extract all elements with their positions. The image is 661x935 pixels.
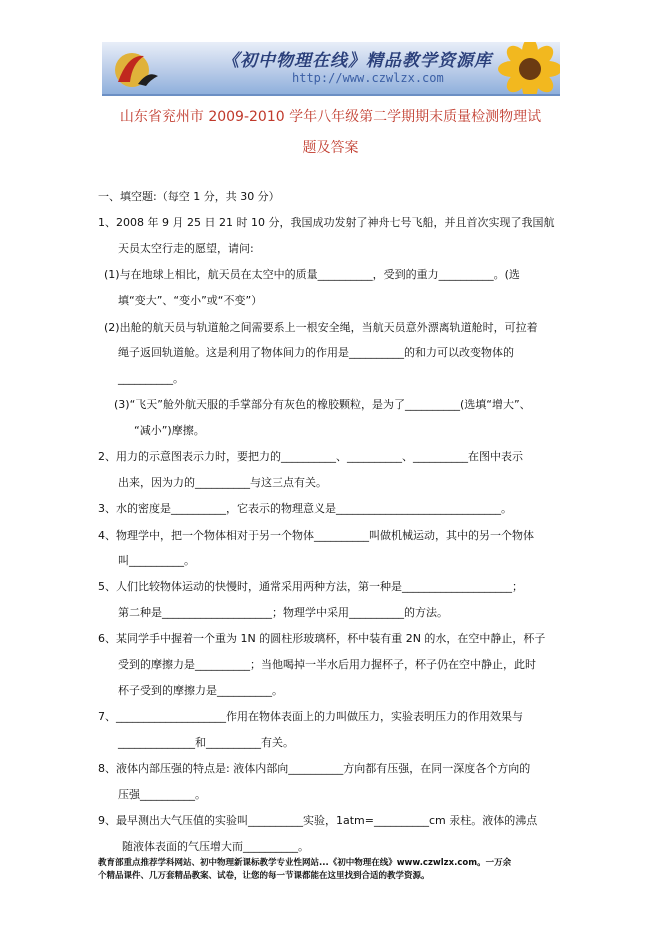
footer-line-1: 教育部重点推荐学科网站、初中物理新课标教学专业性网站...《初中物理在线》www.czwlzx.com。一万余 — [98, 858, 512, 868]
question-line: __________。 — [118, 372, 184, 385]
question-line: 6、某同学手中握着一个重为 1N 的圆柱形玻璃杯，杯中装有重 2N 的水，在空中静止，杯子 — [98, 632, 546, 645]
question-line: 杯子受到的摩擦力是__________。 — [118, 684, 283, 697]
question-line: 4、物理学中，把一个物体相对于另一个物体__________叫做机械运动，其中的另一个物体 — [98, 529, 534, 542]
question-line: 叫__________。 — [118, 554, 195, 567]
section-heading: 一、填空题:（每空 1 分，共 30 分） — [98, 190, 280, 203]
question-line: 第二种是____________________；物理学中采用__________的方法。 — [118, 606, 448, 619]
banner-title: 《初中物理在线》精品教学资源库 — [222, 51, 492, 71]
question-line: 填“变大”、“变小”或“不变”） — [118, 294, 263, 307]
footer-line-2: 个精品课件、几万套精品教案、试卷，让您的每一节课都能在这里找到合适的教学资源。 — [98, 871, 430, 881]
question-line: 2、用力的示意图表示力时，要把力的__________、__________、__________在图中表示 — [98, 450, 523, 463]
sunflower-icon — [486, 42, 560, 96]
question-line: “减小”)摩擦。 — [134, 424, 205, 437]
question-line: ______________和__________有关。 — [118, 736, 294, 749]
question-line: 3、水的密度是__________，它表示的物理意义是______________________________。 — [98, 502, 512, 515]
question-line: (3)“飞天”舱外航天服的手掌部分有灰色的橡胶颗粒，是为了__________(选填“增大”、 — [114, 398, 531, 411]
question-line: (1)与在地球上相比，航天员在太空中的质量__________，受到的重力__________。(选 — [104, 268, 520, 281]
question-line: 1、2008 年 9 月 25 日 21 时 10 分，我国成功发射了神舟七号飞船，并且首次实现了我国航 — [98, 216, 555, 229]
question-line: 出来，因为力的__________与这三点有关。 — [118, 476, 327, 489]
question-line: 5、人们比较物体运动的快慢时，通常采用两种方法，第一种是____________________； — [98, 580, 523, 593]
document-title-line-2: 题及答案 — [302, 140, 359, 156]
header-banner — [102, 42, 560, 96]
question-line: 8、液体内部压强的特点是: 液体内部向__________方向都有压强，在同一深度各个方向的 — [98, 762, 531, 775]
document-title-line-1: 山东省兖州市 2009-2010 学年八年级第二学期期末质量检测物理试 — [119, 109, 542, 125]
question-line: 受到的摩擦力是__________；当他喝掉一半水后用力握杯子，杯子仍在空中静止，此时 — [118, 658, 536, 671]
question-line: 9、最早测出大气压值的实验叫__________实验，1atm=__________cm 汞柱。液体的沸点 — [98, 814, 538, 827]
question-line: 7、____________________作用在物体表面上的力叫做压力，实验表明压力的作用效果与 — [98, 710, 523, 723]
site-logo-icon — [108, 46, 166, 90]
question-line: 绳子返回轨道舱。这是利用了物体间力的作用是__________的和力可以改变物体的 — [118, 346, 514, 359]
banner-url[interactable]: http://www.czwlzx.com — [292, 71, 444, 85]
question-line: (2)出舱的航天员与轨道舱之间需要系上一根安全绳，当航天员意外漂离轨道舱时，可拉着 — [104, 321, 538, 334]
question-line: 压强__________。 — [118, 788, 206, 801]
question-line: 随液体表面的气压增大而__________。 — [122, 840, 309, 853]
question-line: 天员太空行走的愿望，请问: — [118, 242, 254, 255]
